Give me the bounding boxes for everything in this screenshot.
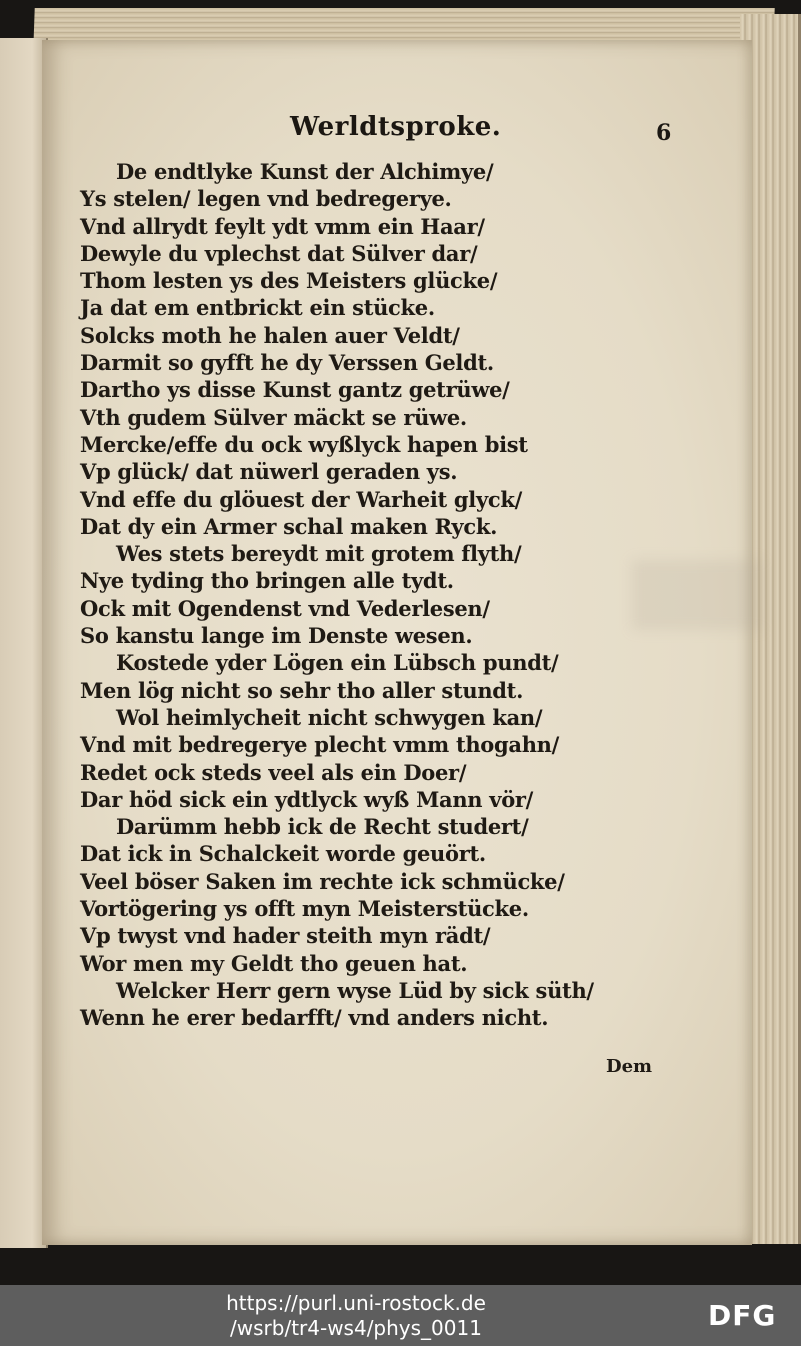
verse-line: Veel böser Saken im rechte ick schmücke/	[80, 868, 565, 894]
verse-line: So kanstu lange im Denste wesen.	[80, 623, 473, 649]
viewer-footer	[0, 1285, 801, 1346]
dfg-logo: DFG	[708, 1299, 777, 1332]
page-number: 6	[656, 120, 672, 146]
verse-line: Dewyle du vplechst dat Sülver dar/	[80, 240, 478, 266]
verse-line: Darümm hebb ick de Recht studert/	[116, 814, 529, 840]
permalink-line-1[interactable]: https://purl.uni-rostock.de	[226, 1291, 486, 1315]
verse-line: Vp glück/ dat nüwerl geraden ys.	[80, 459, 458, 485]
verse-line: Wenn he erer bedarfft/ vnd anders nicht.	[80, 1005, 549, 1031]
permalink-line-2[interactable]: /wsrb/tr4-ws4/phys_0011	[230, 1316, 482, 1340]
verse-line: Wor men my Geldt tho geuen hat.	[80, 950, 468, 976]
verse-line: Vnd allrydt feylt ydt vmm ein Haar/	[80, 213, 485, 239]
verse-line: Solcks moth he halen auer Veldt/	[80, 322, 460, 348]
verse-line: Dar höd sick ein ydtlyck wyß Mann vör/	[80, 786, 534, 812]
verse-line: Ja dat em entbrickt ein stücke.	[80, 295, 435, 321]
verse-line: Vth gudem Sülver mäckt se rüwe.	[80, 404, 467, 430]
verse-line: Vp twyst vnd hader steith myn rädt/	[80, 923, 491, 949]
running-header: Werldtsproke.	[290, 112, 502, 142]
verse-line: Vortögering ys offt myn Meisterstücke.	[80, 896, 529, 922]
catchword: Dem	[606, 1056, 653, 1077]
verse-line: Vnd mit bedregerye plecht vmm thogahn/	[80, 732, 560, 758]
verse-line: Kostede yder Lögen ein Lübsch pundt/	[116, 650, 559, 676]
verse-line: Wes stets bereydt mit grotem flyth/	[116, 541, 522, 567]
verse-line: Vnd effe du glöuest der Warheit glyck/	[80, 486, 522, 512]
verse-line: De endtlyke Kunst der Alchimye/	[116, 159, 494, 184]
verse-line: Ock mit Ogendenst vnd Vederlesen/	[80, 595, 490, 621]
verse-line: Mercke/effe du ock wyßlyck hapen bist	[80, 431, 528, 457]
verse-line: Dartho ys disse Kunst gantz getrüwe/	[80, 377, 510, 403]
verse-line: Thom lesten ys des Meisters glücke/	[80, 268, 498, 294]
verse-line: Redet ock steds veel als ein Doer/	[80, 759, 467, 785]
verse-line: Welcker Herr gern wyse Lüd by sick süth/	[116, 977, 594, 1003]
facing-page-edge	[0, 38, 48, 1248]
verse-line: Dat dy ein Armer schal maken Ryck.	[80, 513, 498, 539]
verse-line: Dat ick in Schalckeit worde geuört.	[80, 841, 486, 867]
verse-line: Darmit so gyfft he dy Verssen Geldt.	[80, 350, 494, 376]
show-through	[632, 560, 762, 630]
verse-line: Men lög nicht so sehr tho aller stundt.	[80, 677, 524, 703]
verse-line: Ys stelen/ legen vnd bedregerye.	[80, 186, 452, 212]
verse-line: Nye tyding tho bringen alle tydt.	[80, 568, 454, 594]
verse-line: Wol heimlycheit nicht schwygen kan/	[116, 704, 543, 730]
verse-text	[80, 158, 600, 1032]
